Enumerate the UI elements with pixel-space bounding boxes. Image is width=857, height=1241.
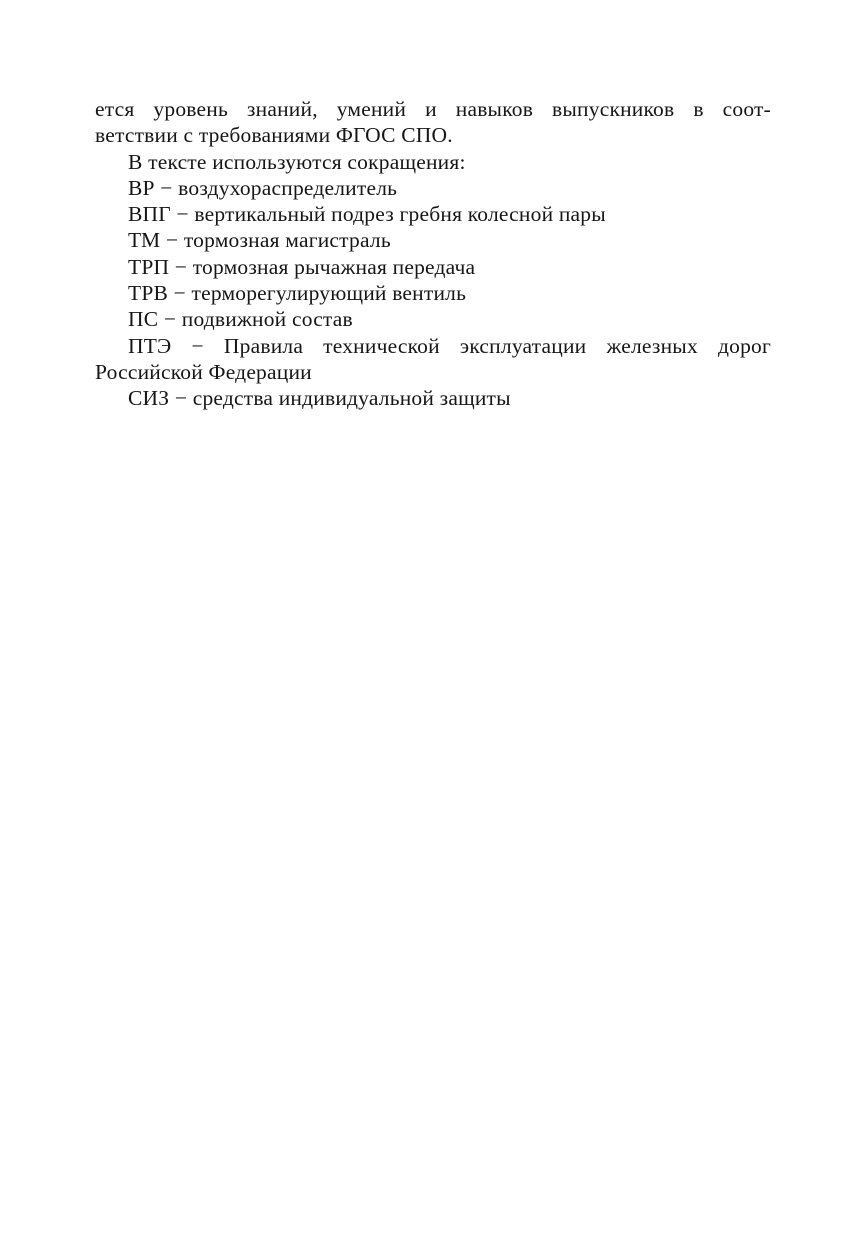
abbreviation-line-vr: ВР − воздухораспределитель (128, 175, 398, 200)
abbreviation-line-pte: ПТЭ − Правила технической эксплуатации железных дорог (128, 333, 771, 358)
abbreviation-line-vpg: ВПГ − вертикальный подрез гребня колесной пары (128, 202, 606, 227)
abbreviations-heading: В тексте используются сокращения: (128, 149, 466, 174)
abbreviation-line-trv: ТРВ − терморегулирующий вентиль (128, 281, 467, 306)
abbreviation-line-siz: СИЗ − средства индивидуальной защиты (128, 386, 511, 411)
text-line: ветствии с требованиями ФГОС СПО. (95, 123, 453, 148)
abbreviation-line-tm: ТМ − тормозная магистраль (128, 228, 391, 253)
abbreviation-line-pte-continued: Российской Федерации (95, 359, 312, 384)
text-line: ется уровень знаний, умений и навыков выпускников в соот- (95, 97, 771, 121)
abbreviation-line-trp: ТРП − тормозная рычажная передача (128, 254, 476, 279)
abbreviation-line-ps: ПС − подвижной состав (128, 307, 353, 332)
page-text-block (95, 96, 771, 412)
